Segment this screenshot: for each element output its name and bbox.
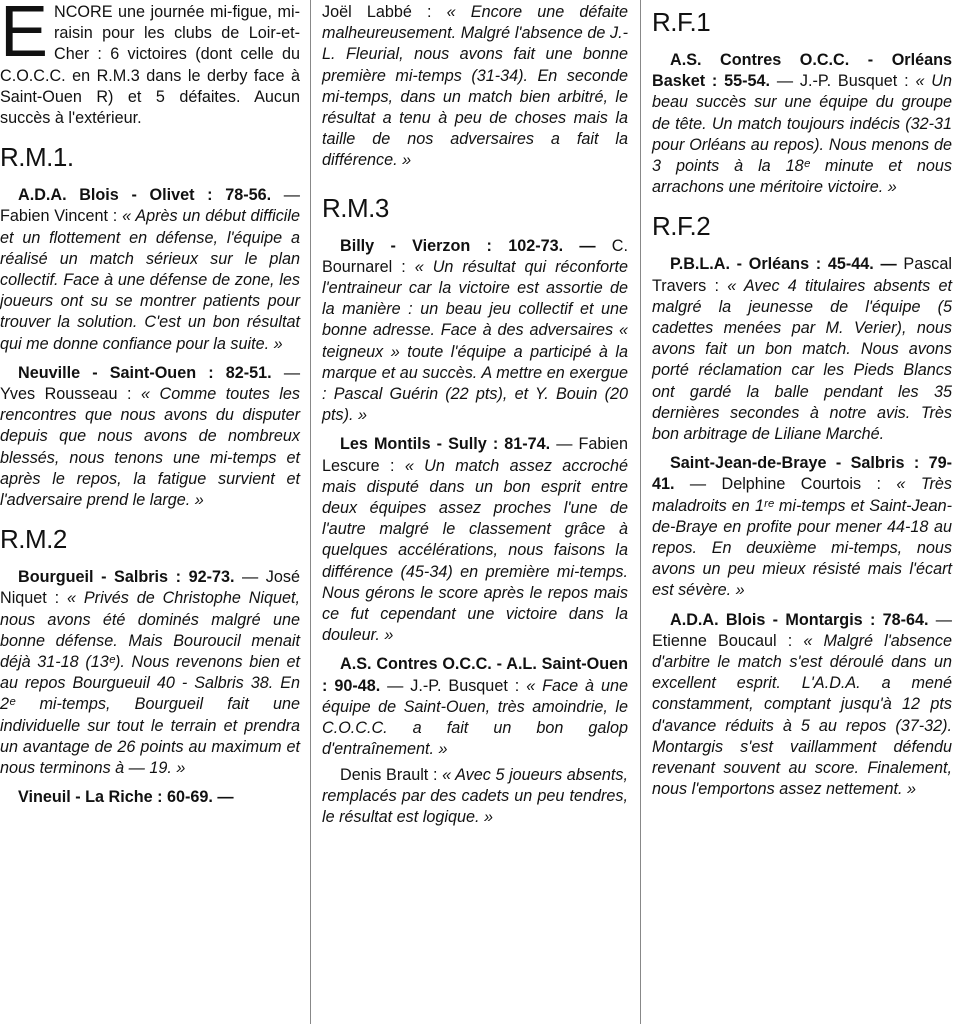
match-report — [652, 610, 952, 801]
match-report — [0, 185, 300, 355]
quote: « Malgré l'absence d'arbitre le match s'est déroulé dans un excellent esprit. L'A.D.A. a mené constamment, comptant jusqu'à 12 pts d'avance réduits à 5 au repos (37-32). Montargis s'est vaillamment défendu revenant souvent au score. Finalement, nous l'emportons assez nettement. » — [652, 631, 953, 799]
match-report — [322, 654, 628, 760]
column-divider — [640, 0, 641, 1024]
match-title: Vineuil - La Riche : 60-69. — — [18, 788, 234, 807]
section-heading-rm2: R.M.2 — [0, 524, 67, 555]
speaker: Denis Brault : — [340, 765, 443, 784]
speaker: — J.-P. Busquet : — [380, 676, 527, 695]
speaker: Pascal Travers : — [652, 255, 952, 295]
quote: « Avec 5 joueurs absents, remplacés par des cadets un peu tendres, le résultat est logique. » — [322, 765, 628, 826]
match-report — [652, 50, 952, 198]
quote: « Face à une équipe de Saint-Ouen, très amoindrie, le C.O.C.C. a fait un bon galop d'entraînement. » — [322, 676, 628, 759]
speaker: C. Bournarel : — [322, 236, 628, 276]
quote: « Privés de Christophe Niquet, nous avons été dominés malgré une bonne défense. Mais Bouroucil menait déjà 31-18 (13ᵉ). Nous revenons bien et au repos Bourgueuil 40 - Salbris 38. En 2ᵉ mi-temps, Bourgueil fait une individuelle sur tout le terrain et prendra un avantage de 26 points au maximum et nous terminons à — 19. » — [0, 589, 300, 778]
section-heading-rf2: R.F.2 — [652, 211, 711, 242]
quote: « Avec 4 titulaires absents et malgré la jeunesse de l'équipe (5 cadettes menées par M. Verier), nous avons fait un bon match. Nous avons porté réclamation car les Pieds Blancs ont gardé la balle pendant les 35 dernières secondes à notre avis. Très bon arbitrage de Liliane Marché. — [652, 276, 952, 444]
intro-paragraph — [0, 2, 300, 129]
quote: « Un match assez accroché mais disputé dans un bon esprit entre deux équipes assez proches l'une de l'autre malgré le classement grâce à quelques accélérations, nous faisons la différence (45-34) en première mi-temps. Nous gérons le score après le repos mais ce fut cependant une victoire dans la douleur. » — [322, 456, 628, 645]
section-heading-rm1: R.M.1. — [0, 142, 74, 173]
quote: « Un résultat qui réconforte l'entraineur car la victoire est assortie de la manière : un beau jeu collectif et une bonne adresse. Face à des adversaires « teigneux » toute l'équipe a participé à la marque et au succès. A mettre en exergue : Pascal Guérin (22 pts), et Y. Bouin (20 pts). » — [322, 257, 628, 425]
column-middle — [322, 0, 628, 828]
speaker: — José Niquet : — [0, 568, 300, 608]
intro-text: NCORE une journée mi-figue, mi-raisin pour les clubs de Loir-et-Cher : 6 victoires (dont celle du C.O.C.C. en R.M.3 dans le derby face à Saint-Ouen R) et 5 défaites. Aucun succès à l'extérieur. — [0, 3, 300, 128]
column-left — [0, 0, 300, 809]
quote: « Très maladroits en 1ʳᵉ mi-temps et Saint-Jean-de-Braye en profite pour mener 44-18 au repos. En deuxième mi-temps, nous avons un peu mieux résisté mais l'écart est sévère. » — [652, 475, 952, 600]
match-report — [652, 453, 952, 601]
drop-cap: E — [0, 0, 49, 72]
speaker: — Etienne Boucaul : — [652, 610, 952, 650]
match-title: P.B.L.A. - Orléans : 45-44. — — [670, 255, 897, 274]
match-report — [322, 765, 628, 829]
match-report-continued — [322, 2, 628, 172]
speaker: Joël Labbé : — [322, 3, 447, 21]
speaker: — Fabien Vincent : — [0, 186, 300, 226]
column-right — [652, 0, 952, 801]
quote: « Après un début difficile et un flottement en défense, l'équipe a réalisé un match sérieux sur le plan collectif. Face à une défense de zone, les joueurs ont su se montrer patients pour trouver la solution. C'est un bon résultat qui me donne confiance pour la suite. » — [0, 207, 301, 353]
match-report — [0, 787, 300, 808]
match-title: Les Montils - Sully : 81-74. — [340, 435, 551, 454]
speaker: — Delphine Courtois : — [674, 475, 897, 494]
match-report — [322, 236, 628, 427]
match-title: Saint-Jean-de-Braye - Salbris : 79-41. — [652, 454, 952, 494]
match-report — [0, 567, 300, 779]
match-report — [0, 363, 300, 511]
speaker: — J.-P. Busquet : — [770, 72, 916, 91]
speaker: — Fabien Lescure : — [322, 435, 628, 475]
match-title: A.D.A. Blois - Olivet : 78-56. — [18, 186, 272, 205]
speaker: — Yves Rousseau : — [0, 363, 301, 404]
match-title: Billy - Vierzon : 102-73. — — [340, 236, 596, 255]
column-divider — [310, 0, 311, 1024]
match-title: A.D.A. Blois - Montargis : 78-64. — [670, 610, 929, 629]
quote: « Un beau succès sur une équipe du groupe de tête. Un match toujours indécis (32-31 pour Orléans au repos). Nous menons de 3 points à la 18ᵉ minute et nous arrachons une méritoire victoire. » — [652, 72, 952, 197]
match-report — [322, 434, 628, 646]
match-title: Bourgueil - Salbris : 92-73. — [18, 568, 235, 587]
match-title: Neuville - Saint-Ouen : 82-51. — [18, 363, 272, 382]
quote: « Comme toutes les rencontres que nous avons du disputer depuis que nous avons de nombreux blessés, nous tenons une mi-temps et après le repos, la fatigue survient et l'adversaire prend le large. » — [0, 385, 300, 510]
match-title: A.S. Contres O.C.C. - Orléans Basket : 55-54. — [652, 51, 952, 91]
quote: « Encore une défaite malheureusement. Malgré l'absence de J.-L. Fleurial, nous avons fait une bonne première mi-temps (31-34). En seconde mi-temps, dans un match bien arbitré, le résultat a tenu à peu de choses mais la taille de nos adversaires a fait la différence. » — [322, 3, 628, 170]
match-report — [652, 254, 952, 445]
section-heading-rm3: R.M.3 — [322, 192, 389, 223]
section-heading-rf1: R.F.1 — [652, 7, 711, 37]
match-title: A.S. Contres O.C.C. - A.L. Saint-Ouen : 90-48. — [322, 655, 628, 695]
